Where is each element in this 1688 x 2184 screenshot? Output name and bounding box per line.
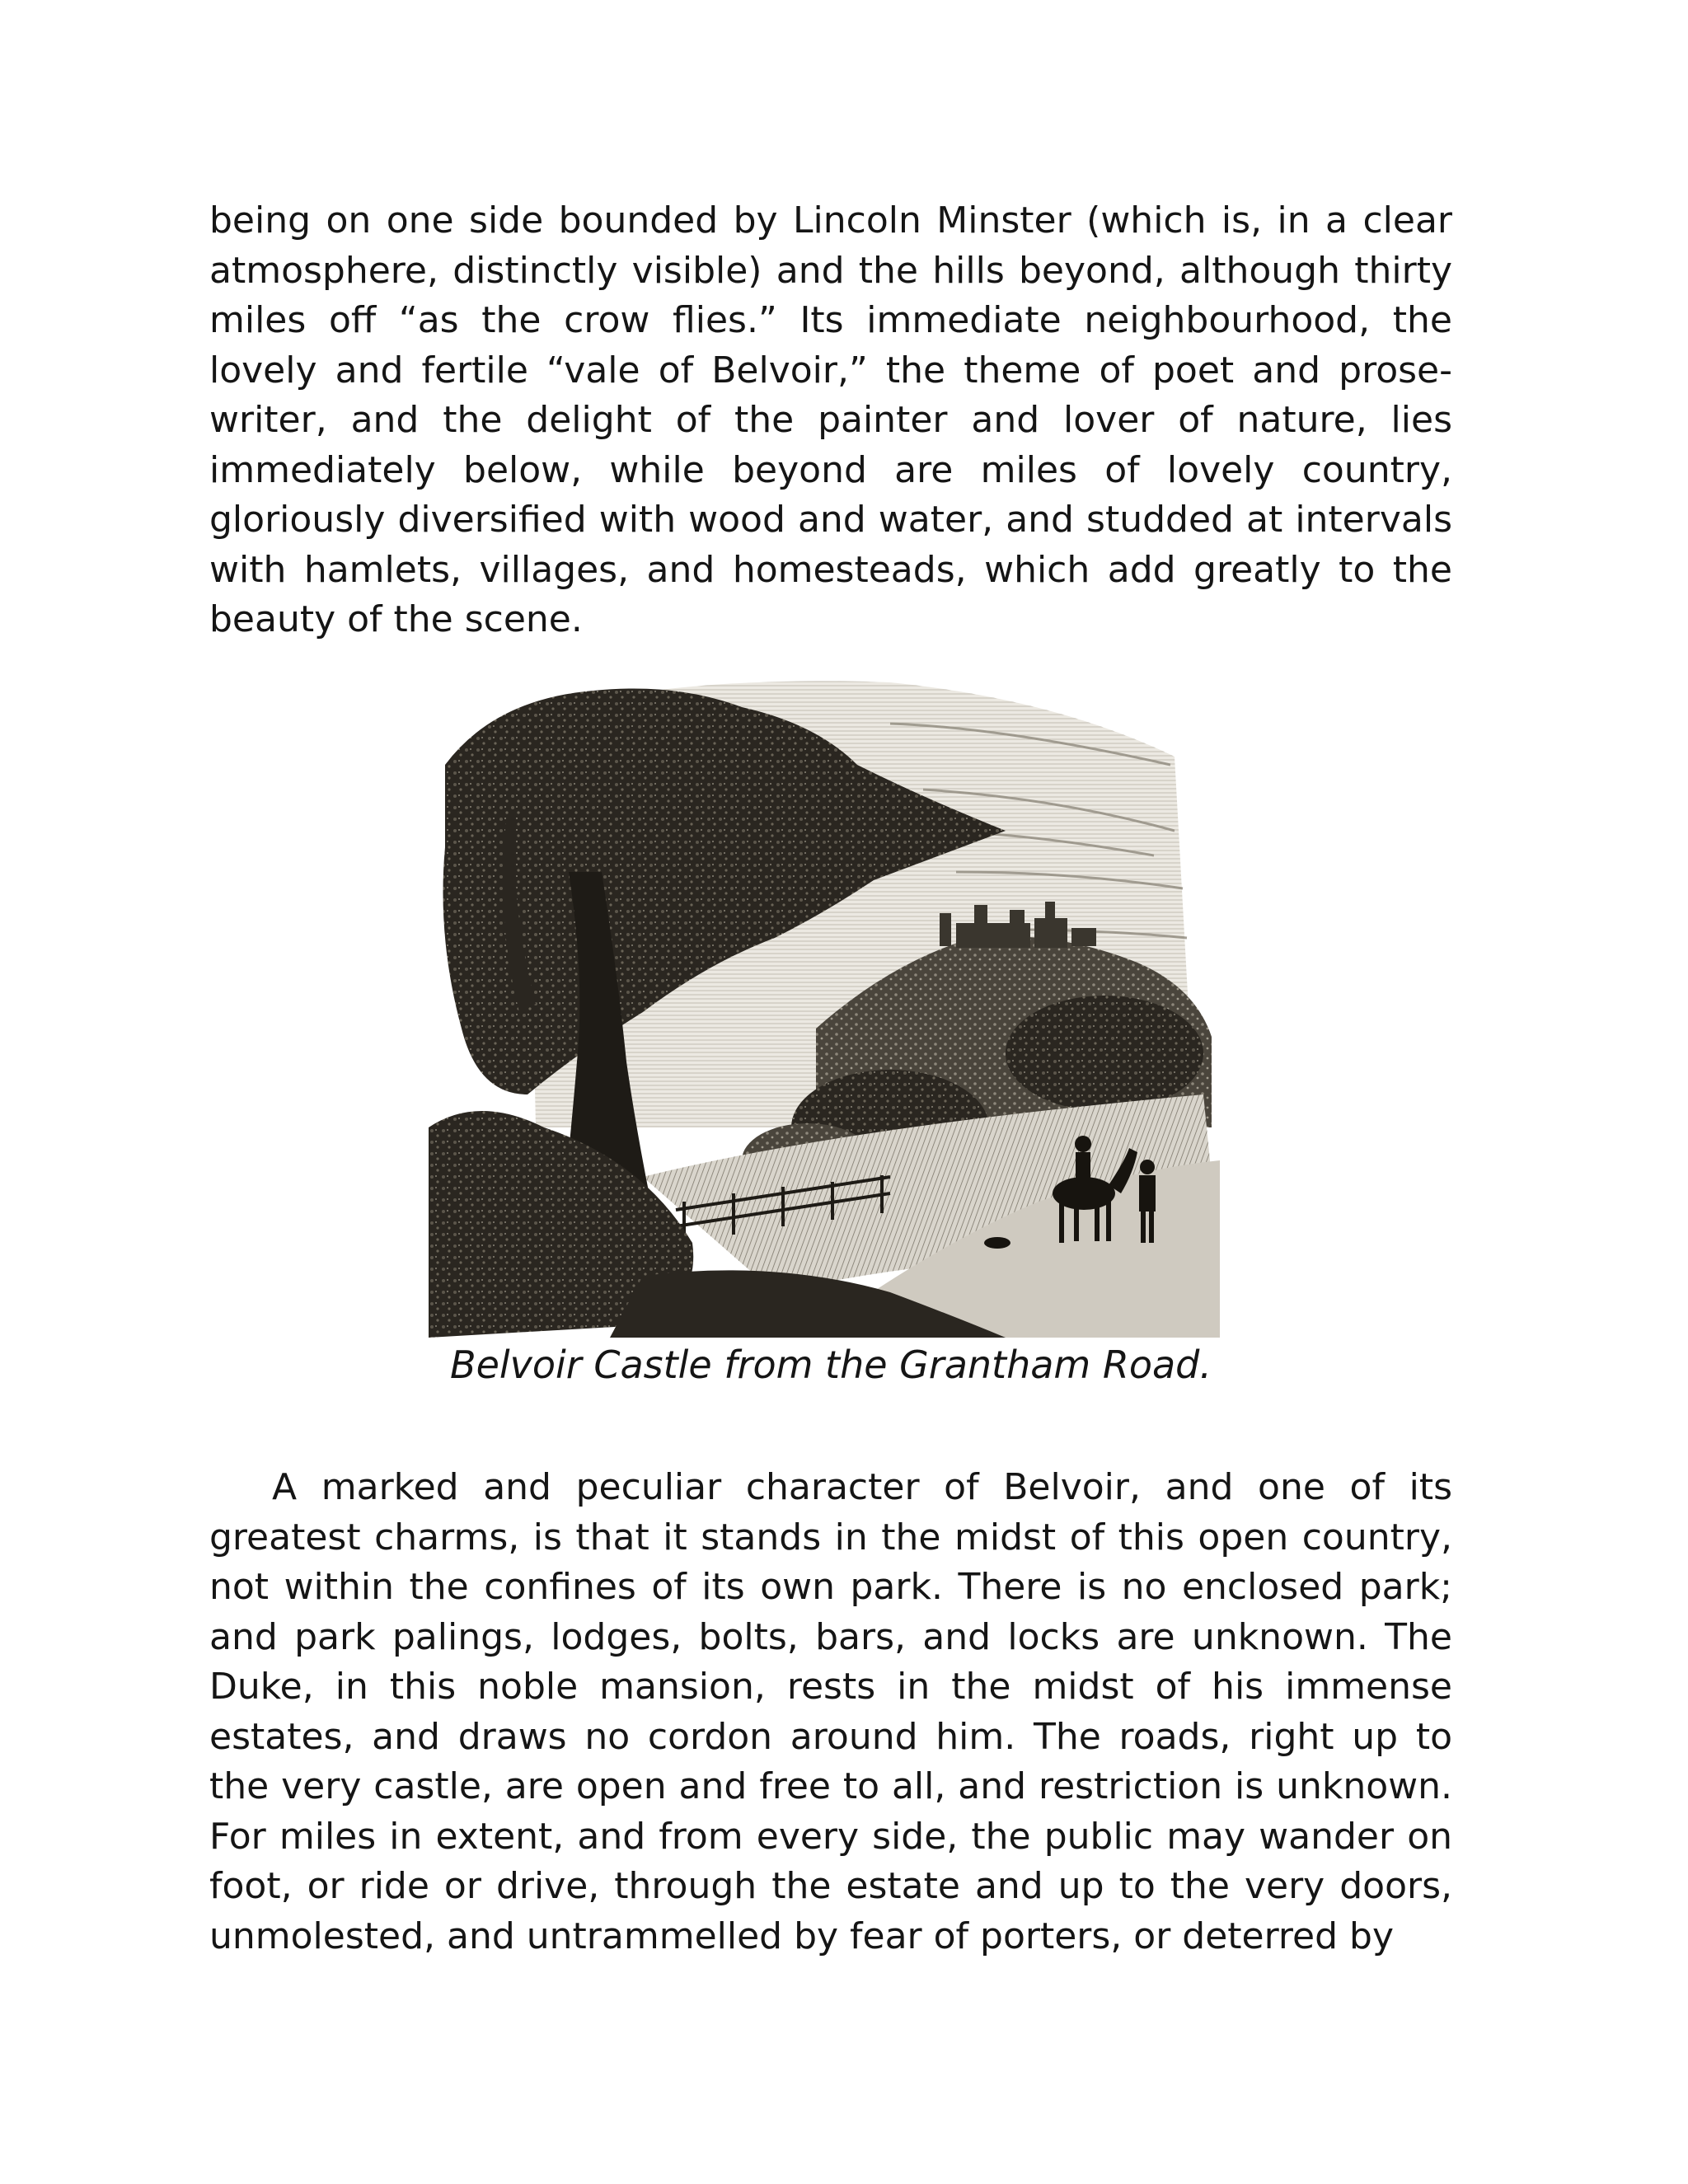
dog: [984, 1237, 1010, 1249]
figure-caption: Belvoir Castle from the Grantham Road.: [450, 1343, 1212, 1387]
bush: [1006, 996, 1203, 1111]
body-paragraph: being on one side bounded by Lincoln Minster (which is, in a clear atmosphere, distinctly visible) and the hills beyond, although thirty miles off “as the crow flies.” Its immediate neighbourhood, the lovely and fertile “vale of Belvoir,” the theme of poet and prose-writer, and the delight of the painter and lover of nature, lies immediately below, while beyond are miles of lovely country, gloriously diversified with wood and water, and studded at intervals with hamlets, villages, and homesteads, which add greatly to the beauty of the scene.: [209, 199, 1452, 640]
body-paragraph: A marked and peculiar character of Belvoir, and one of its greatest charms, is that it stands in the midst of this open country, not within the confines of its own park. There is no enclosed park; and park palings, lodges, bolts, bars, and locks are unknown. The Duke, in this noble mansion, rests in the midst of his immense estates, and draws no cordon around him. The roads, right up to the very castle, are open and free to all, and restriction is unknown. For miles in extent, and from every side, the public may wander on foot, or ride or drive, through the estate and up to the very doors, unmolested, and untrammelled by fear of porters, or deterred by: [209, 1466, 1452, 1957]
engraving-illustration: [429, 666, 1236, 1338]
belvoir-castle-engraving: [429, 666, 1236, 1338]
